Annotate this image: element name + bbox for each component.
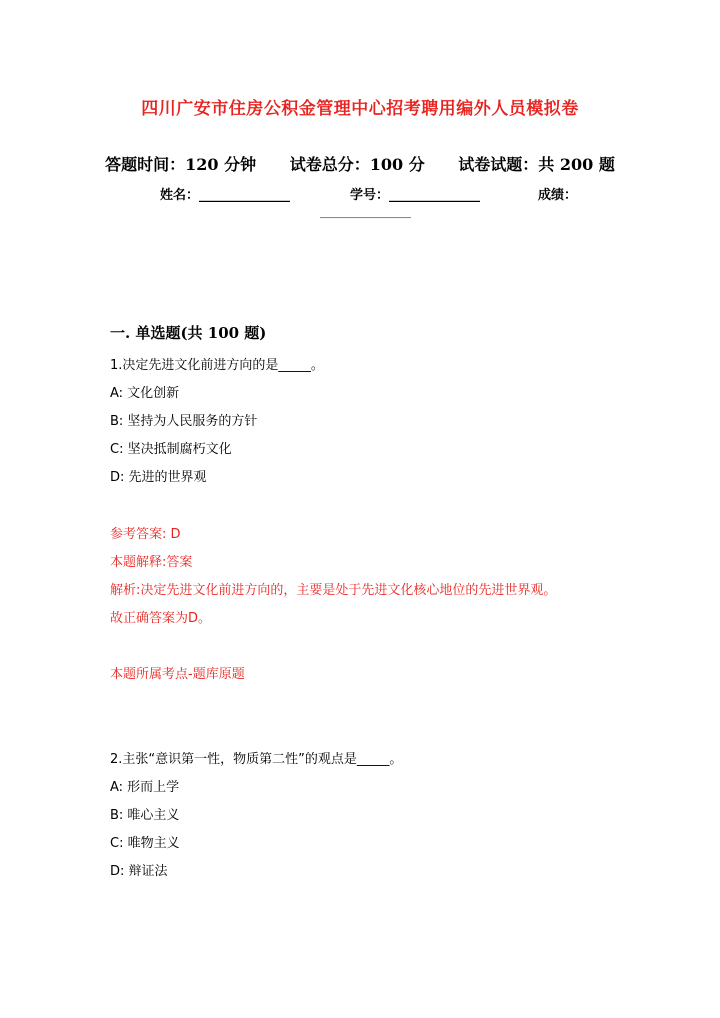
- question-1-knowledge-point: [110, 661, 245, 689]
- exam-time: 答题时间：120 分钟: [105, 155, 257, 174]
- exam-question-count: 试卷试题：共 200 题: [458, 155, 615, 174]
- student-id-field: 学号：______________: [350, 188, 481, 203]
- question-1-option-a: A: 文化创新: [110, 386, 180, 401]
- question-1-analysis: 解析:决定先进文化前进方向的，主要是处于先进文化核心地位的先进世界观。: [110, 583, 557, 598]
- grade-field: 成绩：: [538, 188, 578, 203]
- question-2-stem: 2.主张“意识第一性，物质第二性”的观点是_____。: [110, 752, 403, 767]
- knowledge-point-text: 本题所属考点-题库原题: [110, 667, 245, 682]
- question-1-explain-label: 本题解释:答案: [110, 555, 193, 570]
- question-2-option-d: D: 辩证法: [110, 864, 168, 879]
- exam-total-score: 试卷总分：100 分: [289, 155, 425, 174]
- question-2-option-a: A: 形而上学: [110, 780, 180, 795]
- name-field: 姓名：______________: [160, 188, 291, 203]
- question-2-option-c: C: 唯物主义: [110, 836, 180, 851]
- question-1: [110, 352, 324, 492]
- question-1-answer: 参考答案: D: [110, 527, 181, 542]
- question-1-option-d: D: 先进的世界观: [110, 470, 207, 485]
- question-1-option-c: C: 坚决抵制腐朽文化: [110, 442, 232, 457]
- question-2-option-b: B: 唯心主义: [110, 808, 180, 823]
- grade-blank-line: ______________: [320, 204, 411, 219]
- question-1-answer-block: [110, 521, 556, 633]
- section-title: 一. 单选题(共 100 题): [110, 324, 267, 342]
- exam-meta: [0, 152, 720, 175]
- question-1-conclusion: 故正确答案为D。: [110, 611, 212, 626]
- exam-title: 四川广安市住房公积金管理中心招考聘用编外人员模拟卷: [141, 99, 579, 119]
- question-1-option-b: B: 坚持为人民服务的方针: [110, 414, 258, 429]
- question-1-stem: 1.决定先进文化前进方向的是_____。: [110, 358, 324, 373]
- question-2: [110, 746, 402, 886]
